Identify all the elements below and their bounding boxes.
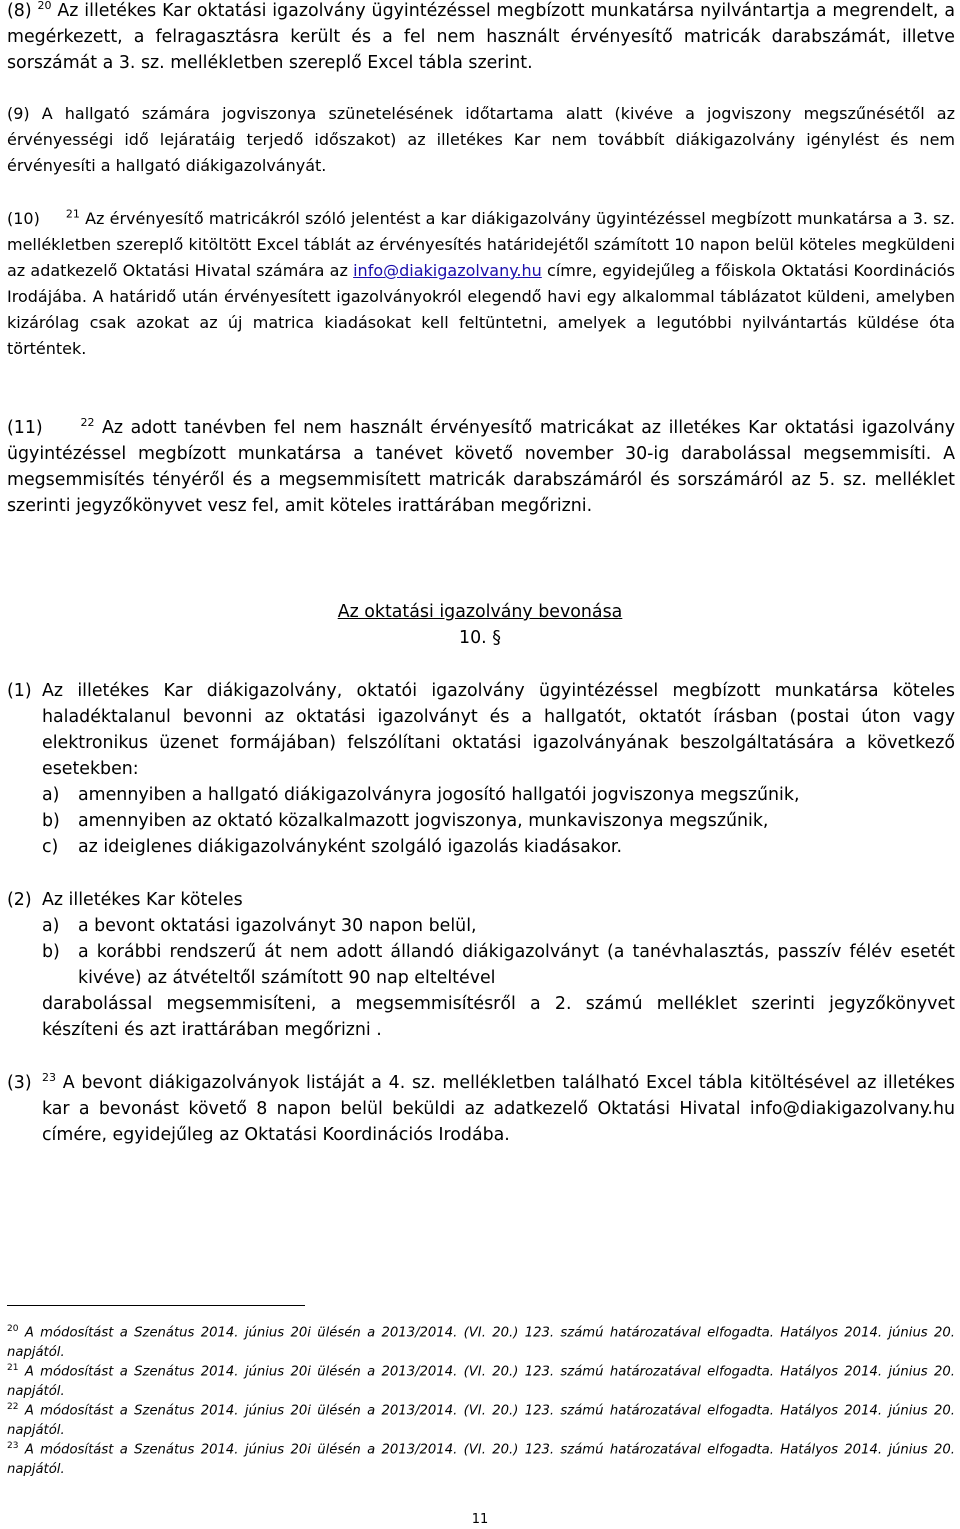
footnote: $^{21}$ A módosítást a Szenátus 2014. június 20i ülésén a 2013/2014. (VI. 20.) 123. számú határozatával elfogadta. Hatályos 2014. június 20. napjától.	[7, 1363, 955, 1399]
paragraph-text: Az illetékes Kar oktatási igazolvány ügyintézéssel megbízott munkatársa nyilvántartja a megrendelt, a megérkezett, a felragasztásra került és a fel nem használt érvényesítő matricák darabszámát, illetve sorszámát a 3. sz. mellékletben szereplő Excel tábla szerint.	[7, 1, 955, 73]
subsection-text: Az illetékes Kar diákigazolvány, oktatói igazolvány ügyintézéssel megbízott munkatársa köteles haladéktalanul bevonni az oktatási igazolványt és a hallgatót, oktatót írásban (postai úton vagy elektronikus üzenet formájában) felszólítani oktatási igazolványának beszolgáltatására a következő esetekben:	[42, 681, 955, 779]
footnote: $^{22}$ A módosítást a Szenátus 2014. június 20i ülésén a 2013/2014. (VI. 20.) 123. számú határozatával elfogadta. Hatályos 2014. június 20. napjától.	[7, 1402, 955, 1438]
subsection-label: (2)	[7, 890, 32, 910]
paragraph-text: (9) A hallgató számára jogviszonya szünetelésének időtartama alatt (kivéve a jogviszony megszűnésétől az érvényességi idő lejáratáig terjedő időszakot) az illetékes Kar nem továbbít diákigazolvány igénylést és nem érvényesíti a hallgató diákigazolványát.	[7, 104, 955, 175]
paragraph-11	[7, 415, 955, 519]
subsection-label: (1)	[7, 681, 32, 701]
paragraph-label: (8)	[7, 1, 32, 21]
paragraph-9	[7, 101, 955, 179]
paragraph-10	[7, 206, 955, 362]
document-page: (8) $^{20}$ Az illetékes Kar oktatási igazolvány ügyintézéssel megbízott munkatársa nyilvántartja a megrendelt, a megérkezett, a felragasztásra került és a fel nem használt érvényesítő matricák darabszámát, illetve sorszámát a 3. sz. mellékletben szereplő Excel tábla szerint. (9) A hallgató számára jogviszonya szünetelésének időtartama alatt (kivéve a jogviszony megszűnésétől az érvényességi idő lejáratáig terjedő időszakot) az illetékes Kar nem továbbít diákigazolvány igénylést és nem érvényesíti a hallgató diákigazolványát. (10) $^{21}$ Az érvényesítő matricákról szóló jelentést a kar diákigazolvány ügyintézéssel megbízott munkatársa a 3. sz. mellékletben szereplő kitöltött Excel táblát az érvényesítés határidejétől számított 10 napon belül köteles megküldeni az adatkezelő Oktatási Hivatal számára az info@diakigazolvany.hu címre, egyidejűleg a főiskola Oktatási Koordinációs Irodájába. A határidő után érvényesített igazolványokról elegendő havi egy alkalommal táblázatot küldeni, amelyben kizárólag csak azokat az új matrica kiadásokat kell feltüntetni, amelyek a legutóbbi nyilvántartás küldése óta történtek. (11) $^{22}$ Az adott tanévben fel nem használt érvényesítő matricákat az illetékes Kar oktatási igazolvány ügyintézéssel megbízott munkatársa a tanévet követő november 30-ig darabolással megsemmisíti. A megsemmisítés tényéről és a megsemmisített matricák darabszámáról és sorszámáról az 5. sz. melléklet szerinti jegyzőkönyvet vesz fel, amit köteles irattárában megőrizni. Az oktatási igazolvány bevonása 10. § (1) Az illetékes Kar diákigazolvány, oktatói igazolvány ügyintézéssel megbízott munkatársa köteles haladéktalanul bevonni az oktatási igazolványt és a hallgatót, oktatót írásban (postai úton vagy elektronikus üzenet formájában) felszólítani oktatási igazolványának beszolgáltatására a következő esetekben: a) amennyiben a hallgató diákigazolványra jogosító hallgatói jogviszonya megszűnik, b) amennyiben az oktató közalkalmazott jogviszonya, munkaviszonya megszűnik, c) az ideiglenes diákigazolványként szolgáló igazolás kiadásakor. (2) Az illetékes Kar köteles a) a bevont oktatási igazolványt 30 napon belül, b) a korábbi rendszerű át nem adott állandó diákigazolványt (a tanévhalasztás, passzív félév esetét kivéve) az átvételtől számított 90 nap elteltével darabolással megsemmisíteni, a megsemmisítésről a 2. számú melléklet szerinti jegyzőkönyvet készíteni és azt irattárában megőrizni . (3) $^{23}$ A bevont diákigazolványok listáját a 4. sz. mellékletben található Excel tábla kitöltésével az illetékes kar a bevonást követő 8 napon belül beküldi az adatkezelő Oktatási Hivatal info@diakigazolvany.hu címére, egyidejűleg az Oktatási Koordinációs Irodába. $^{20}$ A módosítást a Szenátus 2014. június 20i ülésén a 2013/2014. (VI. 20.) 123. számú határozatával elfogadta. Hatályos 2014. június 20. napjától. $^{21}$ A módosítást a Szenátus 2014. június 20i ülésén a 2013/2014. (VI. 20.) 123. számú határozatával elfogadta. Hatályos 2014. június 20. napjától. $^{22}$ A módosítást a Szenátus 2014. június 20i ülésén a 2013/2014. (VI. 20.) 123. számú határozatával elfogadta. Hatályos 2014. június 20. napjától. $^{23}$ A módosítást a Szenátus 2014. június 20i ülésén a 2013/2014. (VI. 20.) 123. számú határozatával elfogadta. Hatályos 2014. június 20. napjától. 11	[0, 0, 960, 1529]
section-title: Az oktatási igazolvány bevonása	[337, 602, 623, 622]
footnote: $^{23}$ A módosítást a Szenátus 2014. június 20i ülésén a 2013/2014. (VI. 20.) 123. számú határozatával elfogadta. Hatályos 2014. június 20. napjától.	[7, 1441, 955, 1477]
footnote-ref: 21	[65, 207, 80, 221]
footnote-ref: 22	[80, 416, 95, 430]
paragraph-text: Az adott tanévben fel nem használt érvényesítő matricákat az illetékes Kar oktatási igazolvány ügyintézéssel megbízott munkatársa a tanévet követő november 30-ig darabolással megsemmisíti. A megsemmisítés tényéről és a megsemmisített matricák darabszámáról és sorszámáról az 5. sz. melléklet szerinti jegyzőkönyvet vesz fel, amit köteles irattárában megőrizni.	[7, 418, 956, 516]
paragraph-text-cont: címre, egyidejűleg a főiskola Oktatási Koordinációs Irodájába. A határidő után érvényesített igazolványokról elegendő havi egy alkalommal táblázatot küldeni, amelyben kizárólag csak azokat az új matrica kiadásokat kell feltüntetni, amelyek a legutóbbi nyilvántartás küldése óta történtek.	[7, 261, 956, 358]
footnote: $^{20}$ A módosítást a Szenátus 2014. június 20i ülésén a 2013/2014. (VI. 20.) 123. számú határozatával elfogadta. Hatályos 2014. június 20. napjától.	[7, 1324, 955, 1360]
page-number: 11	[471, 1512, 489, 1527]
paragraph-text: Az érvényesítő matricákról szóló jelentést a kar diákigazolvány ügyintézéssel megbízott munkatársa a 3. sz. mellékletben szereplő kitöltött Excel táblát az érvényesítés határidejétől számított 10 napon belül köteles megküldeni az adatkezelő Oktatási Hivatal számára az	[7, 209, 955, 280]
subsection-label: (3)	[7, 1073, 32, 1093]
email-link[interactable]: info@diakigazolvany.hu	[353, 261, 542, 280]
footnote-ref: 23	[42, 1071, 56, 1085]
paragraph-8	[7, 0, 955, 76]
paragraph-label: (10)	[7, 209, 40, 228]
paragraph-label: (11)	[7, 418, 43, 438]
subsection-2-closing: darabolással megsemmisíteni, a megsemmisítésről a 2. számú melléklet szerinti jegyzőkönyvet készíteni és azt irattárában megőrizni .	[42, 994, 955, 1040]
section-number: 10. §	[459, 628, 501, 648]
footnote-ref: 20	[37, 0, 52, 13]
footnote-separator	[7, 1305, 305, 1306]
subsection-text: $^{23}$ A bevont diákigazolványok listáját a 4. sz. mellékletben található Excel tábla kitöltésével az illetékes kar a bevonást követő 8 napon belül beküldi az adatkezelő Oktatási Hivatal info@diakigazolvany.hu címére, egyidejűleg az Oktatási Koordinációs Irodába.	[42, 1071, 955, 1145]
subsection-text: Az illetékes Kar köteles	[42, 890, 243, 910]
